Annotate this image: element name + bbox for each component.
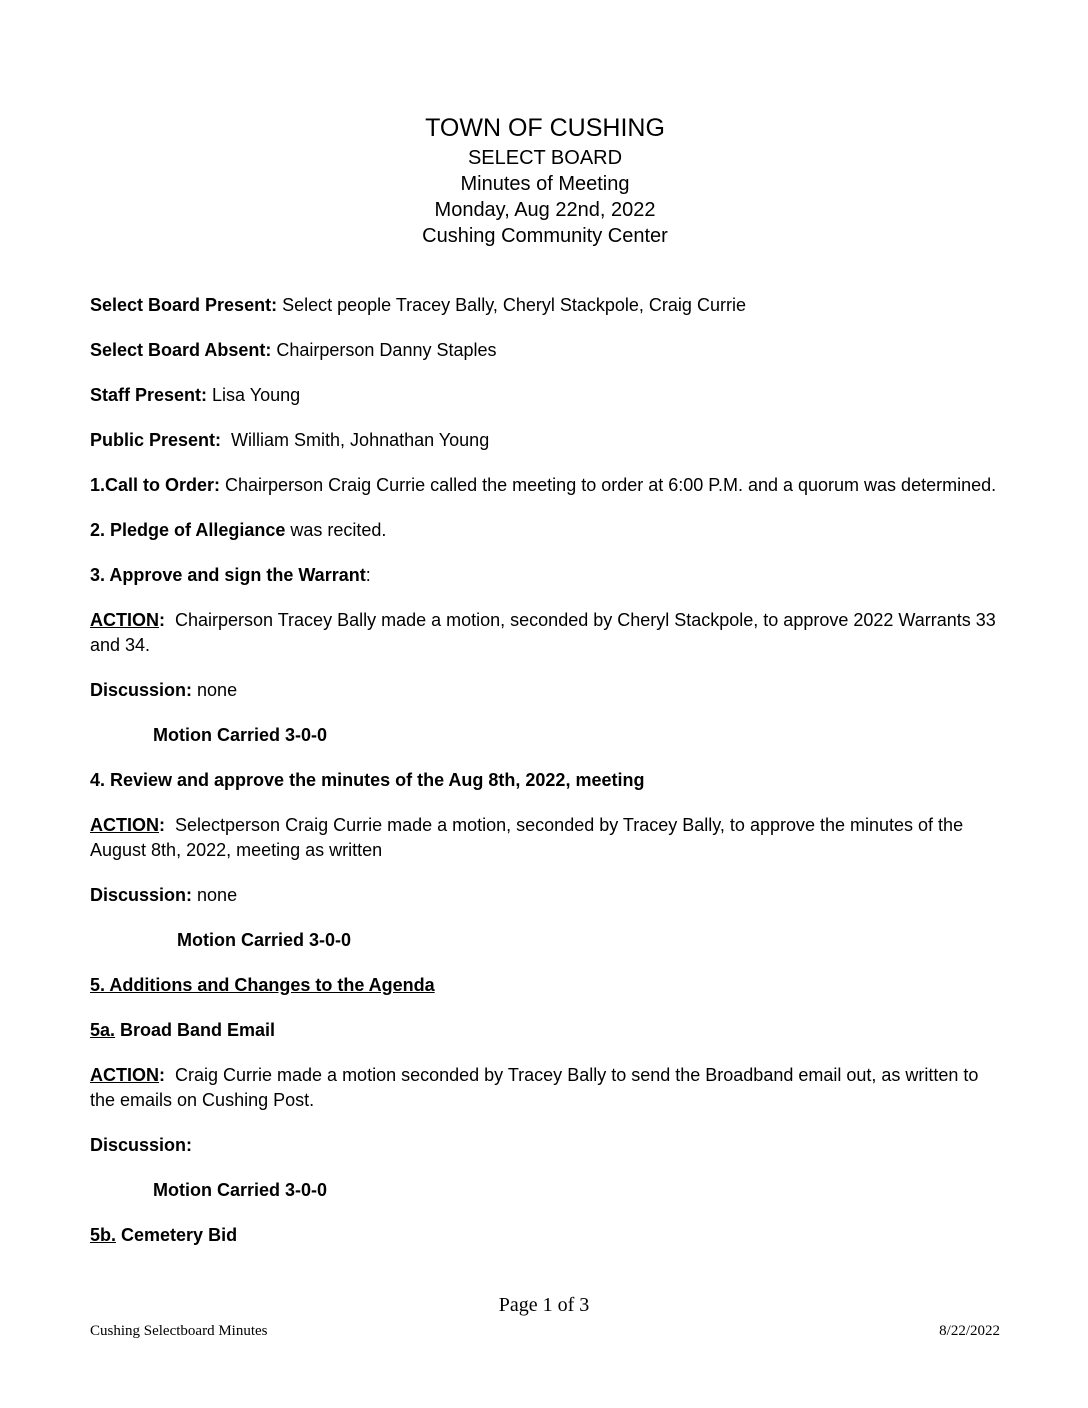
minutes-action-colon: : <box>159 815 165 835</box>
attendance-present <box>90 293 1000 318</box>
footer-date: 8/22/2022 <box>939 1323 1000 1339</box>
attendance-public <box>90 428 1000 453</box>
warrant-action <box>90 608 1000 658</box>
warrant-action-label: ACTION <box>90 610 159 630</box>
document-header <box>90 112 1000 249</box>
attendance-public-label: Public Present: <box>90 430 222 450</box>
agenda-item-pledge <box>90 518 1000 543</box>
broadband-action-text: Craig Currie made a motion seconded by Tracey Bally to send the Broadband email out, as written to the emails on Cushing Post. <box>90 1065 984 1110</box>
agenda-item-warrant <box>90 563 1000 588</box>
call-to-order-text: Chairperson Craig Currie called the meeting to order at 6:00 P.M. and a quorum was determined. <box>220 475 997 495</box>
warrant-discussion-label: Discussion: <box>90 680 193 700</box>
attendance-absent-text: Chairperson Danny Staples <box>271 340 497 360</box>
agenda-item-call-to-order <box>90 473 1000 498</box>
attendance-absent-label: Select Board Absent: <box>90 340 272 360</box>
attendance-present-text: Select people Tracey Bally, Cheryl Stackpole, Craig Currie <box>277 295 746 315</box>
attendance-present-label: Select Board Present: <box>90 295 278 315</box>
document-subtitle-location: Cushing Community Center <box>422 225 668 247</box>
document-subtitle-board: SELECT BOARD <box>467 147 623 169</box>
warrant-discussion <box>90 678 1000 703</box>
page-number: Page 1 of 3 <box>498 1294 590 1316</box>
broadband-discussion <box>90 1133 1000 1158</box>
minutes-action <box>90 813 1000 863</box>
document-subtitle-type: Minutes of Meeting <box>460 173 630 195</box>
cemetery-number: 5b. <box>90 1225 117 1245</box>
broadband-discussion-label: Discussion: <box>90 1135 193 1155</box>
warrant-label: 3. Approve and sign the Warrant <box>90 565 366 585</box>
agenda-item-minutes-review <box>90 768 1000 793</box>
pledge-text: was recited. <box>285 520 387 540</box>
broadband-motion-carried: Motion Carried 3-0-0 <box>153 1180 328 1200</box>
agenda-item-additions <box>90 973 1000 998</box>
minutes-discussion <box>90 883 1000 908</box>
call-to-order-label: 1.Call to Order: <box>90 475 221 495</box>
attendance-staff-label: Staff Present: <box>90 385 208 405</box>
attendance-staff <box>90 383 1000 408</box>
broadband-number: 5a. <box>90 1020 116 1040</box>
broadband-action-label: ACTION <box>90 1065 159 1085</box>
cemetery-label: Cemetery Bid <box>116 1225 238 1245</box>
document-title: TOWN OF CUSHING <box>425 114 665 142</box>
attendance-staff-text: Lisa Young <box>207 385 301 405</box>
warrant-action-text: Chairperson Tracey Bally made a motion, seconded by Cheryl Stackpole, to approve 2022 Warrants 33 and 34. <box>90 610 1001 655</box>
agenda-item-cemetery <box>90 1223 1000 1248</box>
warrant-motion-carried: Motion Carried 3-0-0 <box>153 725 328 745</box>
document-subtitle-date: Monday, Aug 22nd, 2022 <box>434 199 656 221</box>
additions-label: 5. Additions and Changes to the Agenda <box>90 975 435 995</box>
pledge-label: 2. Pledge of Allegiance <box>90 520 286 540</box>
attendance-public-text: William Smith, Johnathan Young <box>221 430 490 450</box>
broadband-action-colon: : <box>159 1065 165 1085</box>
warrant-colon: : <box>365 565 371 585</box>
minutes-motion-carried: Motion Carried 3-0-0 <box>177 930 352 950</box>
minutes-action-label: ACTION <box>90 815 159 835</box>
minutes-discussion-text: none <box>192 885 238 905</box>
warrant-action-colon: : <box>159 610 165 630</box>
broadband-action <box>90 1063 1000 1113</box>
footer-document-name: Cushing Selectboard Minutes <box>90 1323 268 1339</box>
footer <box>90 1323 1000 1340</box>
minutes-review-label: 4. Review and approve the minutes of the Aug 8th, 2022, meeting <box>90 770 645 790</box>
minutes-action-text: Selectperson Craig Currie made a motion, seconded by Tracey Bally, to approve the minutes of the August 8th, 2022, meeting as written <box>90 815 968 860</box>
warrant-discussion-text: none <box>192 680 238 700</box>
document-content <box>90 112 1000 1268</box>
attendance-absent <box>90 338 1000 363</box>
minutes-discussion-label: Discussion: <box>90 885 193 905</box>
broadband-label: Broad Band Email <box>115 1020 276 1040</box>
agenda-item-broadband <box>90 1018 1000 1043</box>
